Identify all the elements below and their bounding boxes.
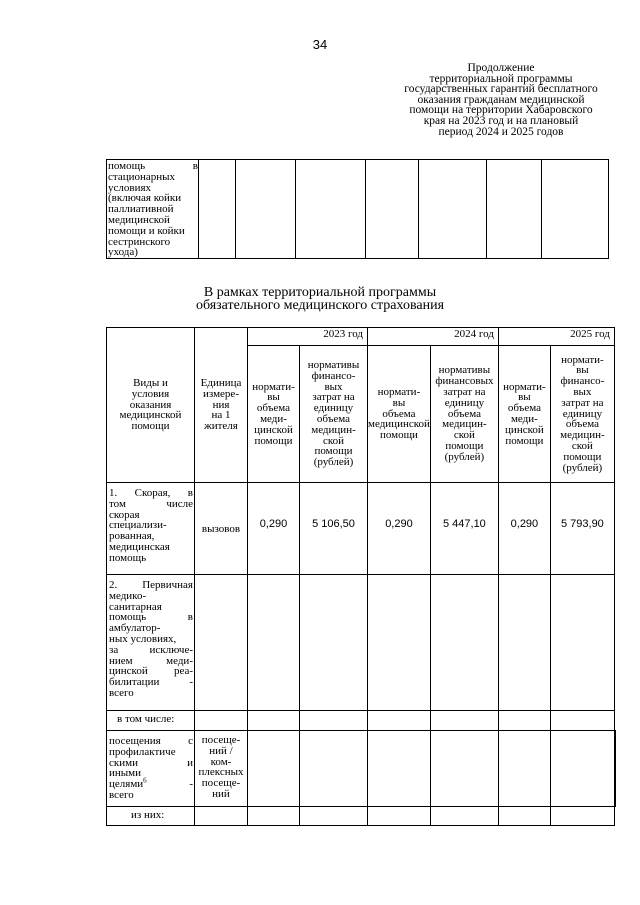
table-cell: [542, 160, 609, 259]
header-line: ния: [212, 398, 230, 411]
word: меди-: [166, 654, 193, 667]
year-2025-header: 2025 год: [498, 328, 614, 346]
heading-line: оказания гражданам медицинской: [417, 93, 585, 106]
volume-norm-header-2024: [368, 346, 431, 483]
table-cell: [430, 575, 498, 711]
header-line: вы: [392, 396, 406, 409]
table-cell: [614, 731, 615, 807]
cost-norm-header-2024: [430, 346, 498, 483]
header-line: единицу: [562, 407, 603, 420]
header-line: объема: [447, 407, 481, 420]
section-title: [0, 286, 640, 312]
table-cell: [430, 731, 498, 807]
text-line: сестринского: [108, 235, 171, 248]
continuation-heading: [383, 63, 619, 137]
header-line: вы: [576, 364, 589, 377]
volume-norm-header-2023: [248, 346, 300, 483]
word: помощь: [109, 611, 147, 624]
table-row: [107, 575, 616, 711]
row-label-ambulance: [107, 483, 195, 575]
header-line: помощи: [314, 445, 353, 458]
text-line: ний: [212, 787, 230, 800]
word: за: [109, 643, 119, 656]
word: 2.: [109, 579, 118, 591]
word: в: [187, 487, 193, 499]
value-cell: 0,290: [248, 483, 300, 575]
table-cell: [366, 160, 419, 259]
header-line: ской: [322, 434, 345, 447]
text-line: всего: [109, 788, 134, 801]
text-line: медико-: [109, 589, 147, 602]
column-header-unit: [195, 328, 248, 483]
column-header-type: [107, 328, 195, 483]
value-cell: 5 447,10: [430, 483, 498, 575]
table-cell: [498, 711, 550, 731]
header-line: вы: [518, 391, 531, 404]
text-line: скорая: [109, 508, 140, 521]
page-number: 34: [312, 37, 328, 52]
table-cell: [248, 731, 300, 807]
header-line: жителя: [204, 420, 238, 433]
header-line: нормативы: [438, 364, 491, 377]
carryover-table: [106, 159, 609, 259]
text-line: [109, 732, 193, 747]
table-cell: [430, 711, 498, 731]
header-line: (рублей): [562, 461, 603, 474]
text-line: медицинской: [108, 213, 170, 226]
word: билитации: [109, 676, 160, 689]
table-row: [107, 731, 616, 807]
text-line: иными: [109, 767, 142, 780]
footnote-marker: 6: [143, 776, 147, 785]
table-cell: [368, 807, 431, 826]
header-line: вых: [324, 380, 343, 393]
cost-norm-header-2023: [300, 346, 368, 483]
header-line: вы: [267, 391, 280, 404]
header-line: измере-: [203, 387, 239, 400]
text-line: [109, 576, 193, 591]
word: цинской: [109, 665, 148, 678]
table-row: [107, 160, 609, 259]
word: в: [192, 160, 198, 172]
volume-norm-header-2025: [498, 346, 550, 483]
header-line: помощи: [445, 439, 484, 452]
text-line: (включая койки: [108, 192, 182, 205]
text-line: стационарных: [108, 170, 176, 183]
header-line: помощи: [254, 434, 293, 447]
header-line: Виды и: [133, 377, 168, 389]
table-cell: [296, 160, 366, 259]
header-line: меди-: [260, 413, 287, 425]
section-title-line: В рамках территориальной программы: [203, 285, 437, 300]
text-line: рованная,: [109, 530, 155, 543]
header-line: объема: [316, 413, 351, 425]
header-line: единицу: [313, 402, 354, 415]
text-line: ний /: [209, 744, 233, 757]
text-line: ухода): [108, 246, 138, 259]
table-cell: [199, 160, 236, 259]
word: и: [187, 756, 193, 769]
heading-line: помощи на территории Хабаровского: [409, 104, 593, 117]
header-line: медицинской: [368, 418, 430, 431]
word: 1.: [109, 487, 118, 499]
word: реа-: [173, 665, 193, 678]
row-label-primary-care: [107, 575, 195, 711]
table-cell: [300, 711, 368, 731]
word: помощь: [108, 160, 146, 172]
text-line: помощи и койки: [108, 224, 185, 237]
text-line: [109, 499, 193, 510]
text-line: посеще-: [201, 777, 241, 790]
heading-line: территориальной программы: [429, 72, 573, 85]
header-line: медицин-: [311, 423, 356, 436]
table-cell: [487, 160, 542, 259]
year-2023-header: 2023 год: [248, 328, 368, 346]
header-line: нормати-: [561, 353, 604, 366]
header-line: помощи: [131, 420, 170, 433]
table-cell: [498, 575, 550, 711]
table-cell: [195, 711, 248, 731]
table-cell: [550, 575, 614, 711]
unit-cell: [195, 731, 248, 807]
header-line: нормативы: [307, 359, 360, 372]
header-line: медицинской: [119, 409, 182, 422]
heading-line: Продолжение: [467, 62, 535, 74]
header-line: (рублей): [313, 456, 354, 469]
table-cell: [195, 807, 248, 826]
header-line: (рублей): [444, 450, 485, 463]
heading-line: период 2024 и 2025 годов: [438, 125, 564, 138]
table-cell: [498, 731, 550, 807]
header-line: объема: [256, 402, 291, 415]
header-line: цинской: [505, 423, 544, 436]
cost-norm-header-2025: [550, 346, 614, 483]
table-cell: [430, 807, 498, 826]
text-line: ных условиях,: [109, 632, 177, 645]
header-line: нормати-: [252, 380, 295, 393]
word: Первичная: [142, 579, 193, 591]
oms-norms-table: [106, 327, 616, 826]
word-text: целями: [109, 778, 144, 791]
header-line: медицин-: [442, 418, 487, 431]
header-line: объема: [382, 407, 416, 420]
header-line: вых: [573, 386, 592, 398]
header-line: финансо-: [311, 369, 356, 382]
table-row: [107, 711, 616, 731]
row-label-preventive-visits: [107, 731, 195, 807]
word: посещения: [109, 735, 161, 747]
text-line: посеще-: [201, 734, 241, 746]
header-line: помощи: [563, 450, 602, 463]
table-cell: [300, 575, 368, 711]
header-line: цинской: [254, 423, 293, 436]
text-line: медицинская: [109, 540, 170, 553]
table-row: [107, 483, 616, 575]
table-cell: [498, 807, 550, 826]
text-line: плексных: [198, 766, 244, 779]
word: скими: [109, 756, 138, 769]
header-line: меди-: [510, 413, 538, 425]
year-2024-header: 2024 год: [368, 328, 499, 346]
header-line: помощи: [379, 429, 418, 442]
text-line: профилактиче: [109, 745, 176, 758]
header-line: на 1: [211, 409, 231, 422]
value-cell: 5 106,50: [300, 483, 368, 575]
header-line: объема: [507, 402, 541, 415]
header-line: оказания: [129, 398, 172, 411]
word: том: [109, 497, 126, 510]
text-line: помощь: [109, 551, 147, 564]
table-cell: [248, 711, 300, 731]
word: -: [189, 676, 193, 689]
header-line: финансовых: [435, 375, 494, 388]
table-row: [107, 807, 616, 826]
table-cell: [300, 807, 368, 826]
table-cell: [368, 711, 431, 731]
word: в: [187, 611, 193, 624]
header-line: Единица: [200, 377, 242, 389]
row-label-including: в том числе:: [107, 711, 195, 731]
word: числе: [166, 497, 193, 510]
header-line: затрат на: [443, 386, 486, 398]
table-cell: [419, 160, 487, 259]
row-label-of-which: из них:: [107, 807, 195, 826]
value-cell: 0,290: [498, 483, 550, 575]
table-cell: [368, 731, 431, 807]
text-line: амбулатор-: [109, 622, 161, 635]
text-line: ком-: [210, 755, 232, 768]
table-cell: [550, 807, 614, 826]
table-cell: [248, 575, 300, 711]
table-cell: [550, 731, 614, 807]
text-line: [109, 484, 193, 499]
heading-line: края на 2023 год и на плановый: [423, 114, 579, 127]
text-line: [109, 645, 193, 656]
header-line: ской: [453, 429, 475, 442]
word: с: [188, 735, 193, 747]
header-line: ской: [571, 439, 593, 452]
heading-line: государственных гарантий бесплатного: [404, 83, 598, 96]
header-row-years: [107, 328, 616, 346]
header-line: медицин-: [560, 429, 605, 442]
header-line: нормати-: [377, 386, 421, 398]
text-line: условиях: [108, 181, 152, 194]
section-title-line: обязательного медицинского страхования: [195, 298, 445, 313]
word: нием: [109, 654, 133, 667]
header-line: затрат на: [312, 391, 355, 404]
header-line: нормати-: [503, 380, 546, 393]
table-cell: [195, 575, 248, 711]
carryover-row-label: [107, 160, 199, 259]
unit-cell: вызовов: [195, 483, 248, 575]
header-line: помощи: [505, 434, 544, 447]
header-line: единицу: [444, 396, 485, 409]
header-line: затрат на: [561, 396, 604, 409]
table-cell: [300, 731, 368, 807]
text-line: санитарная: [109, 600, 162, 613]
table-cell: [248, 807, 300, 826]
table-cell: [550, 711, 614, 731]
table-cell: [236, 160, 296, 259]
header-line: условия: [131, 387, 170, 400]
value-cell: 5 793,90: [550, 483, 614, 575]
header-line: финансо-: [560, 375, 605, 388]
word: -: [189, 778, 193, 791]
text-line: всего: [109, 686, 134, 699]
table-cell: [368, 575, 431, 711]
word: Скорая,: [134, 487, 171, 499]
text-line: паллиативной: [108, 203, 174, 216]
header-line: объема: [565, 418, 599, 431]
text-line: специализи-: [109, 519, 167, 532]
value-cell: 0,290: [368, 483, 431, 575]
word: исключе-: [149, 643, 193, 656]
